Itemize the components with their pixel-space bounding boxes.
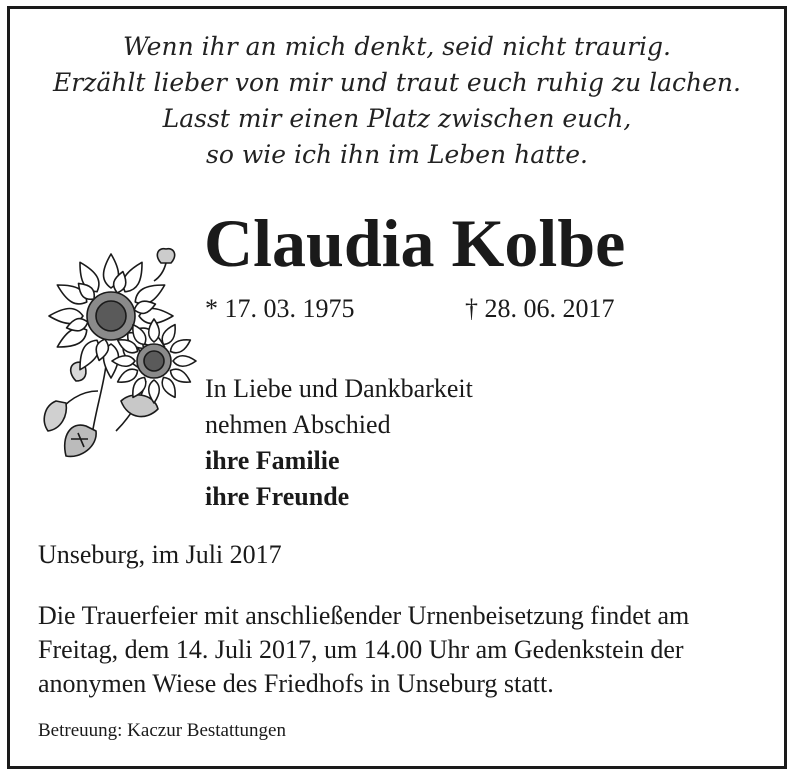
- ceremony-line: Freitag, dem 14. Juli 2017, um 14.00 Uhr am Gedenkstein der: [38, 635, 684, 664]
- death-date: † 28. 06. 2017: [465, 294, 615, 323]
- deceased-name: Claudia Kolbe: [204, 205, 626, 281]
- mourners-family: ihre Familie: [205, 446, 340, 475]
- mourners-friends: ihre Freunde: [205, 482, 350, 511]
- sunflower-icon: [36, 241, 206, 471]
- poem-line: Wenn ihr an mich denkt, seid nicht traurig.: [123, 32, 671, 61]
- memorial-poem: [10, 29, 784, 173]
- mourners-line: nehmen Abschied: [205, 410, 391, 439]
- birth-date: * 17. 03. 1975: [205, 294, 355, 323]
- poem-line: so wie ich ihn im Leben hatte.: [206, 140, 588, 169]
- ceremony-line: anonymen Wiese des Friedhofs in Unseburg statt.: [38, 669, 554, 698]
- ceremony-info: [38, 599, 778, 701]
- place-date: Unseburg, im Juli 2017: [38, 540, 282, 569]
- obituary-notice: [7, 6, 787, 769]
- funeral-home: Betreuung: Kaczur Bestattungen: [38, 720, 286, 741]
- mourners-block: [205, 371, 473, 515]
- poem-line: Lasst mir einen Platz zwischen euch,: [162, 104, 632, 133]
- mourners-line: In Liebe und Dankbarkeit: [205, 374, 473, 403]
- poem-line: Erzählt lieber von mir und traut euch ruhig zu lachen.: [53, 68, 741, 97]
- ceremony-line: Die Trauerfeier mit anschließender Urnenbeisetzung findet am: [38, 601, 690, 630]
